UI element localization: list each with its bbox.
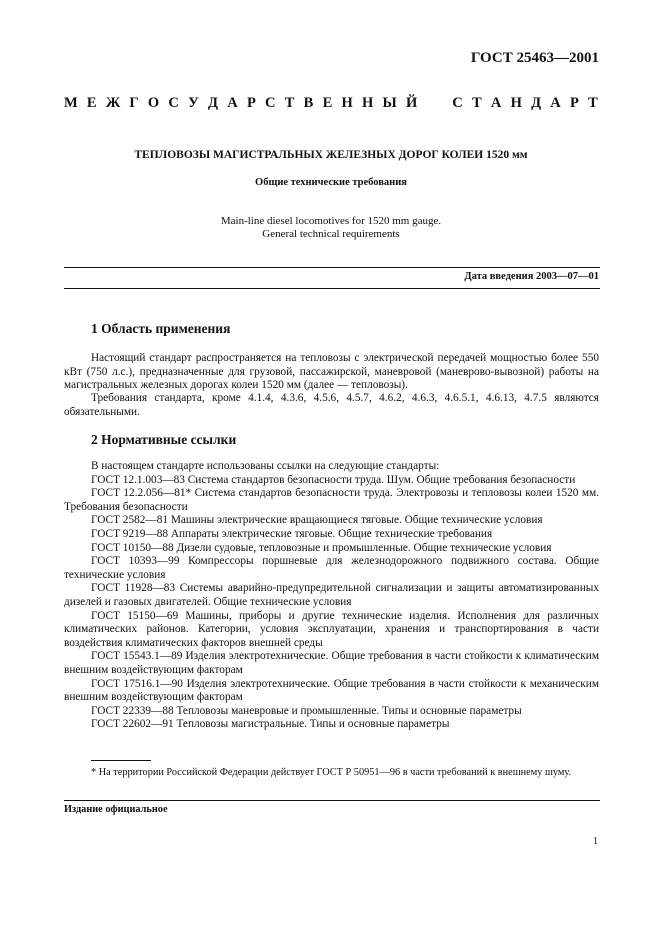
banner-letter: А	[227, 95, 238, 111]
banner-letter: Ж	[105, 95, 121, 111]
banner-letter: Н	[510, 95, 522, 111]
banner-letter: Д	[208, 95, 218, 111]
reference-item: ГОСТ 2582—81 Машины электрические вращающиеся тяговые. Общие технические условия	[91, 514, 543, 527]
normative-references-list	[64, 460, 599, 732]
reference-item: ГОСТ 12.2.056—81* Система стандартов безопасности труда. Электровозы и тепловозы колеи 1520 мм. Требования безопасности	[64, 487, 599, 513]
banner-spacer	[427, 95, 431, 112]
edition-divider	[64, 800, 600, 801]
section-1-paragraph: Настоящий стандарт распространяется на тепловозы с электрической передачей мощностью более 550 кВт (750 л.с.), предназначенные для грузовой, пассажирской, маневровой (маневрово-вывозной) работы на магистральных железных дорогах колеи 1520 мм (далее — тепловозы).	[64, 352, 599, 392]
document-title: ТЕПЛОВОЗЫ МАГИСТРАЛЬНЫХ ЖЕЛЕЗНЫХ ДОРОГ КОЛЕИ 1520 мм	[134, 149, 528, 161]
banner-letter: Ы	[382, 95, 397, 111]
page-number: 1	[593, 836, 598, 847]
reference-item: ГОСТ 10393—99 Компрессоры поршневые для железнодорожного подвижного состава. Общие технические условия	[64, 555, 599, 581]
banner-letter: М	[64, 95, 78, 111]
banner-spacer	[439, 95, 443, 112]
banner-letter: Т	[284, 95, 295, 111]
standard-code: ГОСТ 25463—2001	[470, 50, 599, 66]
banner-letter: А	[550, 95, 561, 111]
english-title-line: Main-line diesel locomotives for 1520 mm gauge.	[220, 215, 442, 227]
reference-item: ГОСТ 10150—88 Дизели судовые, тепловозные и промышленные. Общие технические условия	[91, 541, 552, 554]
footnote: * На территории Российской Федерации действует ГОСТ Р 50951—96 в части требований к внешнему шуму.	[91, 767, 572, 778]
references-intro: В настоящем стандарте использованы ссылки на следующие стандарты:	[91, 460, 440, 472]
reference-item: ГОСТ 15150—69 Машины, приборы и другие технические изделия. Исполнения для различных климатических районов. Категории, условия эксплуатации, хранения и транспортирования в части воздействия климатических факторов внешней среды	[64, 609, 599, 649]
banner-letter: С	[265, 95, 276, 111]
banner-letter: Е	[86, 95, 97, 111]
banner-letter: Д	[531, 95, 542, 111]
banner-letter: С	[452, 95, 463, 111]
document-subtitle: Общие технические требования	[255, 177, 407, 188]
reference-item: ГОСТ 12.1.003—83 Система стандартов безопасности труда. Шум. Общие требования безопасности	[91, 473, 576, 486]
title-divider	[64, 267, 600, 268]
banner-letter: О	[147, 95, 160, 111]
banner-letter: В	[303, 95, 314, 111]
english-title	[64, 215, 598, 241]
banner-letter: Г	[129, 95, 139, 111]
banner-letter: У	[188, 95, 199, 111]
reference-item: ГОСТ 9219—88 Аппараты электрические тяговые. Общие технические требования	[91, 527, 493, 540]
footnote-divider	[91, 760, 151, 761]
reference-item: ГОСТ 15543.1—89 Изделия электротехнические. Общие требования в части стойкости к климатическим внешним воздействующим факторам	[64, 650, 599, 676]
introduction-date: Дата введения 2003—07—01	[464, 271, 599, 282]
official-edition-label: Издание официальное	[64, 804, 168, 815]
interstate-standard-banner	[64, 95, 598, 112]
reference-item: ГОСТ 22602—91 Тепловозы магистральные. Типы и основные параметры	[91, 718, 450, 731]
banner-letter: Р	[570, 95, 579, 111]
header-divider	[64, 288, 600, 289]
banner-letter: Е	[322, 95, 333, 111]
banner-letter: Р	[246, 95, 256, 111]
section-1-paragraph: Требования стандарта, кроме 4.1.4, 4.3.6, 4.5.6, 4.5.7, 4.6.2, 4.6.3, 4.6.5.1, 4.6.13, 4.7.5 являются обязательными.	[64, 392, 599, 418]
section-2-heading: 2 Нормативные ссылки	[91, 432, 237, 447]
banner-letter: А	[490, 95, 502, 111]
english-title-line: General technical requirements	[262, 228, 400, 240]
reference-item: ГОСТ 22339—88 Тепловозы маневровые и промышленные. Типы и основные параметры	[91, 704, 522, 717]
banner-letter: Н	[341, 95, 353, 111]
banner-letter: С	[168, 95, 179, 111]
banner-letter: Т	[588, 95, 598, 111]
reference-item: ГОСТ 11928—83 Системы аварийно-предупредительной сигнализации и защиты автоматизированных дизелей и газовых двигателей. Общие технические условия	[64, 582, 599, 608]
section-1-heading: 1 Область применения	[91, 321, 231, 336]
banner-letter: Й	[405, 95, 418, 111]
banner-letter: Н	[361, 95, 374, 111]
banner-letter: Т	[471, 95, 482, 111]
reference-item: ГОСТ 17516.1—90 Изделия электротехнические. Общие требования в части стойкости к механическим внешним воздействующим факторам	[64, 677, 599, 704]
